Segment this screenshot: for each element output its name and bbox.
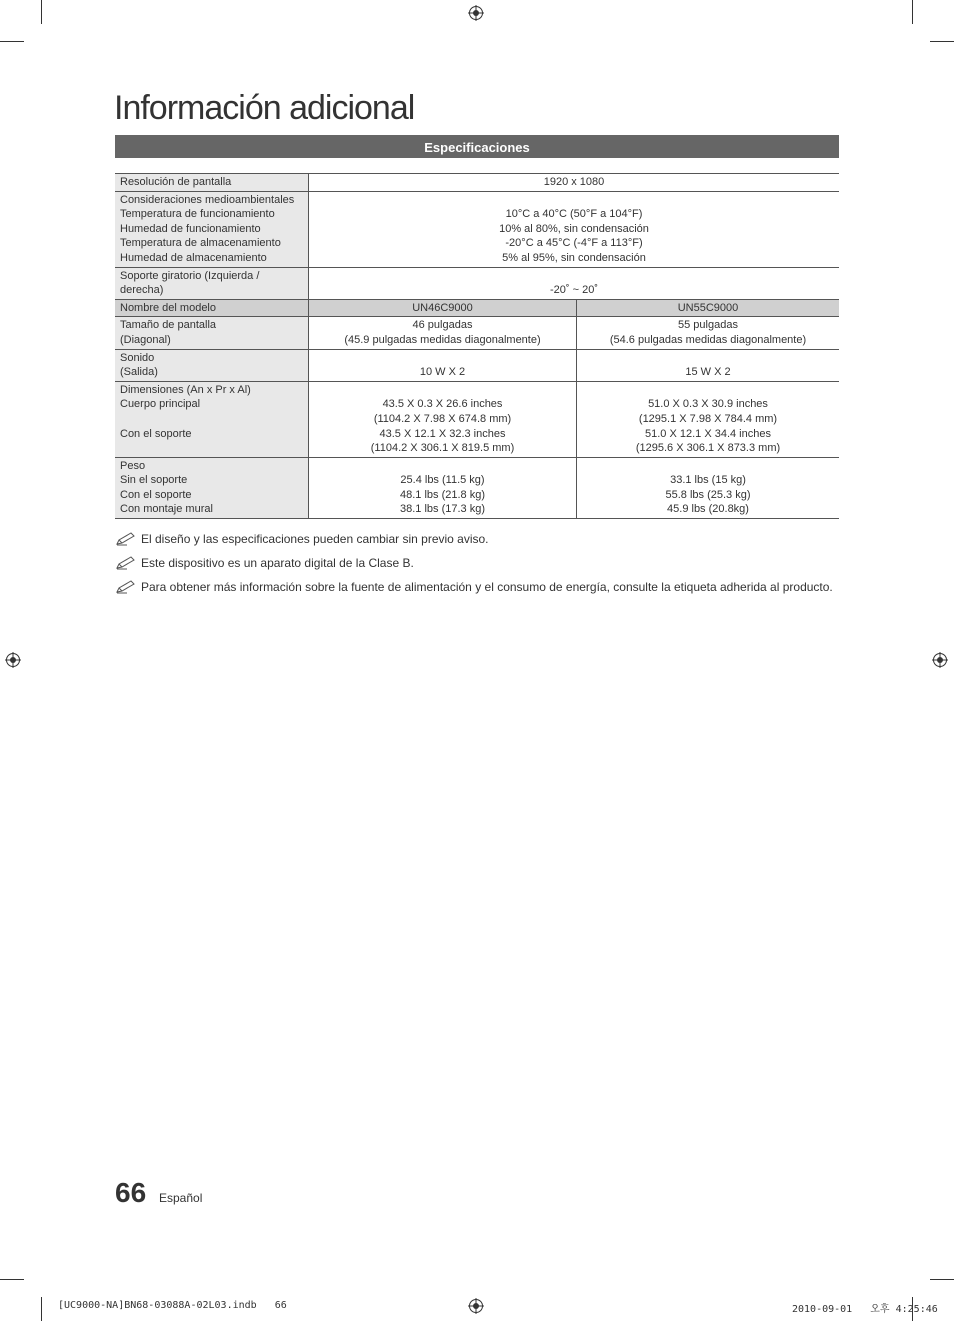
row-label: Sonido (Salida) bbox=[115, 349, 309, 381]
row-label: Soporte giratorio (Izquierda / derecha) bbox=[115, 267, 309, 299]
row-label: Consideraciones medioambientales Temperatura de funcionamiento Humedad de funcionamiento Temperatura de almacenamiento Humedad de almacenamiento bbox=[115, 191, 309, 267]
crop-mark bbox=[41, 0, 42, 24]
table-row bbox=[115, 267, 839, 299]
crop-mark bbox=[912, 0, 913, 24]
file-info: [UC9000-NA]BN68-03088A-02L03.indb 66 bbox=[58, 1300, 287, 1311]
table-row bbox=[115, 174, 839, 192]
crop-mark bbox=[0, 1279, 24, 1280]
table-row bbox=[115, 381, 839, 457]
model-col-2: UN55C9000 bbox=[577, 299, 840, 317]
environment-values: 10°C a 40°C (50°F a 104°F) 10% al 80%, sin condensación -20°C a 45°C (-4°F a 113°F) 5% al 95%, sin condensación bbox=[309, 191, 840, 267]
registration-mark-icon bbox=[468, 1298, 484, 1314]
row-label: Dimensiones (An x Pr x Al) Cuerpo principal Con el soporte bbox=[115, 381, 309, 457]
date-info: 2010-09-01 오후 4:25:46 bbox=[792, 1304, 938, 1315]
weight-col-2: 33.1 lbs (15 kg) 55.8 lbs (25.3 kg) 45.9 lbs (20.8kg) bbox=[577, 457, 840, 518]
pencil-note-icon bbox=[115, 580, 137, 594]
resolution-value: 1920 x 1080 bbox=[309, 174, 840, 192]
swivel-value: -20˚ ~ 20˚ bbox=[309, 267, 840, 299]
sound-col-1: 10 W X 2 bbox=[309, 349, 577, 381]
note-text: Para obtener más información sobre la fuente de alimentación y el consumo de energía, consulte la etiqueta adherida al producto. bbox=[141, 580, 833, 594]
note-text: Este dispositivo es un aparato digital de la Clase B. bbox=[141, 556, 414, 570]
list-item bbox=[115, 527, 833, 551]
section-title-bar: Especificaciones bbox=[115, 135, 839, 158]
pencil-note-icon bbox=[115, 556, 137, 570]
crop-mark bbox=[0, 41, 24, 42]
table-row bbox=[115, 349, 839, 381]
table-row bbox=[115, 299, 839, 317]
registration-mark-icon bbox=[932, 652, 948, 668]
row-label: Peso Sin el soporte Con el soporte Con montaje mural bbox=[115, 457, 309, 518]
row-label: Resolución de pantalla bbox=[115, 174, 309, 192]
screen-size-col-2: 55 pulgadas (54.6 pulgadas medidas diagonalmente) bbox=[577, 317, 840, 349]
table-row bbox=[115, 191, 839, 267]
crop-mark bbox=[930, 1279, 954, 1280]
row-label: Tamaño de pantalla (Diagonal) bbox=[115, 317, 309, 349]
registration-mark-icon bbox=[5, 652, 21, 668]
pencil-note-icon bbox=[115, 532, 137, 546]
page-number: 66 bbox=[115, 1177, 147, 1208]
table-row bbox=[115, 317, 839, 349]
table-row bbox=[115, 457, 839, 518]
specifications-table bbox=[115, 173, 839, 519]
weight-col-1: 25.4 lbs (11.5 kg) 48.1 lbs (21.8 kg) 38.1 lbs (17.3 kg) bbox=[309, 457, 577, 518]
page-language: Español bbox=[159, 1191, 203, 1205]
sound-col-2: 15 W X 2 bbox=[577, 349, 840, 381]
dimensions-col-2: 51.0 X 0.3 X 30.9 inches (1295.1 X 7.98 X 784.4 mm) 51.0 X 12.1 X 34.4 inches (1295.6 X 306.1 X 873.3 mm) bbox=[577, 381, 840, 457]
crop-mark bbox=[41, 1297, 42, 1321]
page-title: Información adicional bbox=[114, 89, 415, 127]
crop-mark bbox=[930, 41, 954, 42]
model-col-1: UN46C9000 bbox=[309, 299, 577, 317]
note-text: El diseño y las especificaciones pueden cambiar sin previo aviso. bbox=[141, 532, 489, 546]
notes-list bbox=[115, 527, 833, 599]
list-item bbox=[115, 575, 833, 599]
list-item bbox=[115, 551, 833, 575]
registration-mark-icon bbox=[468, 5, 484, 21]
screen-size-col-1: 46 pulgadas (45.9 pulgadas medidas diagonalmente) bbox=[309, 317, 577, 349]
row-label: Nombre del modelo bbox=[115, 299, 309, 317]
dimensions-col-1: 43.5 X 0.3 X 26.6 inches (1104.2 X 7.98 X 674.8 mm) 43.5 X 12.1 X 32.3 inches (1104.2 X 306.1 X 819.5 mm) bbox=[309, 381, 577, 457]
